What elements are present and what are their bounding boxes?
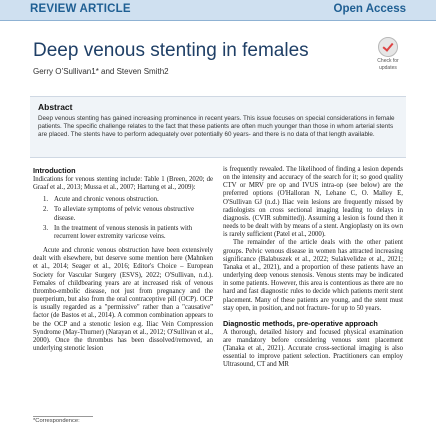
check-updates-icon xyxy=(378,37,398,57)
right-column xyxy=(223,166,403,370)
check-for-updates-badge[interactable] xyxy=(375,37,401,71)
list-item-number: 1. xyxy=(43,196,49,204)
list-item xyxy=(43,206,213,222)
list-item xyxy=(43,225,213,241)
list-item-text: Acute and chronic venous obstruction. xyxy=(54,196,159,204)
diagnostic-methods-heading: Diagnostic methods, pre-operative approach xyxy=(223,318,378,328)
intro-body-paragraph: Acute and chronic venous obstruction have been extensively dealt with elsewhere, but deserve some mention here (Mahnken et al., 2014; Seager et al., 2016; Editor's Choice – European Society for Vascular Surgery (ESVS), 2022; O'Sullivan, n.d.). Females of childbearing years are at increased risk of venous thrombo-embolic disease, not just from pregnancy and the puerperium, but also from the oral contraceptive pill (OCP). OCP is usually regarded as a "permissive" rather than a "causative" factor (de Bastos et al., 2014). A common combination appears to be the OCP and a stenotic lesion e.g. Iliac Vein Compression Syndrome (May-Thurner) (Narayan et al., 2012; O'Sullivan et al., 2000). Once the thrombus has been dissolved/removed, an underlying stenotic lesion xyxy=(33,247,213,352)
article-type-label: REVIEW ARTICLE xyxy=(30,3,131,15)
author-list[interactable]: Gerry O’Sullivan1* and Steven Smith2 xyxy=(33,67,169,76)
left-column xyxy=(33,166,213,353)
list-item-number: 3. xyxy=(43,224,49,232)
list-item-number: 2. xyxy=(43,206,49,214)
introduction-heading: Introduction xyxy=(33,166,76,175)
badge-label-line2: updates xyxy=(379,65,397,71)
open-access-label[interactable]: Open Access xyxy=(333,3,406,15)
abstract-text: Deep venous stenting has gained increasing prominence in recent years. This issue focuses on special considerations in female patients. The specific challenge relates to the fact that these patients are often much younger than those in whom arterial stents are placed. The stents have to perform adequately over potentially 60 years- and there is no data of that length available. xyxy=(38,115,395,138)
journal-header-bar xyxy=(0,0,436,21)
list-item-text: To alleviate symptoms of pelvic venous obstructive disease. xyxy=(54,206,194,222)
abstract-heading: Abstract xyxy=(38,102,73,112)
indications-list xyxy=(33,196,213,241)
right-paragraph-2: The remainder of the article deals with the other patient groups. Pelvic venous disease in women has attracted increasing significance (Balabuszek et al., 2022; Sulakvelidze et al., 2021; Tanaka et al., 2021), and a proportion of these patients have an underlying deep venous stenosis. Venous stents may be indicated in some patients. However, this area is contentious as there are no hard and fast diagnostic rules to decide which patients merit stent placement. Many of these patients are young, and the stent must stay open, in position, and not fracture- for up to 50 years. xyxy=(223,239,403,312)
intro-lead-paragraph: Indications for venous stenting include: Table 1 (Breen, 2020; de Graaf et al., 2013; Mussa et al., 2007; Hartung et al., 2009): xyxy=(33,176,213,192)
list-item-text: In the treatment of venous stenosis in patients with recurrent lower extremity varicose veins. xyxy=(54,224,193,240)
footnote-divider xyxy=(33,416,93,417)
right-paragraph-3: A thorough, detailed history and focused physical examination are mandatory before considering venous stent placement (Tanaka et al., 2021). Accurate cross-sectional imaging is also essential to improve patient selection. Practitioners can employ Ultrasound, CT and MR xyxy=(223,328,403,369)
right-paragraph-1: is frequently revealed. The likelihood of finding a lesion depends on the intensity and accuracy of the search for it; so good quality CTV or MRV pre op and IVUS intra-op (see below) are the preferred options (O'Halloran N, Lehane C, O. Malley E, O'Sullivan GJ (n.d.) Iliac vein lesions are frequently missed by radiologists on cross sectional imaging leading to delays in diagnosis. (CVIR submitted)). Assuming a lesion is found then it needs to be dealt with by means of a stent. Angioplasty on its own is rarely sufficient (Patel et al., 2000). xyxy=(223,166,403,239)
list-item xyxy=(43,196,213,204)
abstract-box xyxy=(30,96,406,158)
badge-label-line1: Check for xyxy=(377,58,399,64)
correspondence-footnote: *Correspondence: xyxy=(33,418,80,424)
article-title: Deep venous stenting in females xyxy=(33,40,309,61)
